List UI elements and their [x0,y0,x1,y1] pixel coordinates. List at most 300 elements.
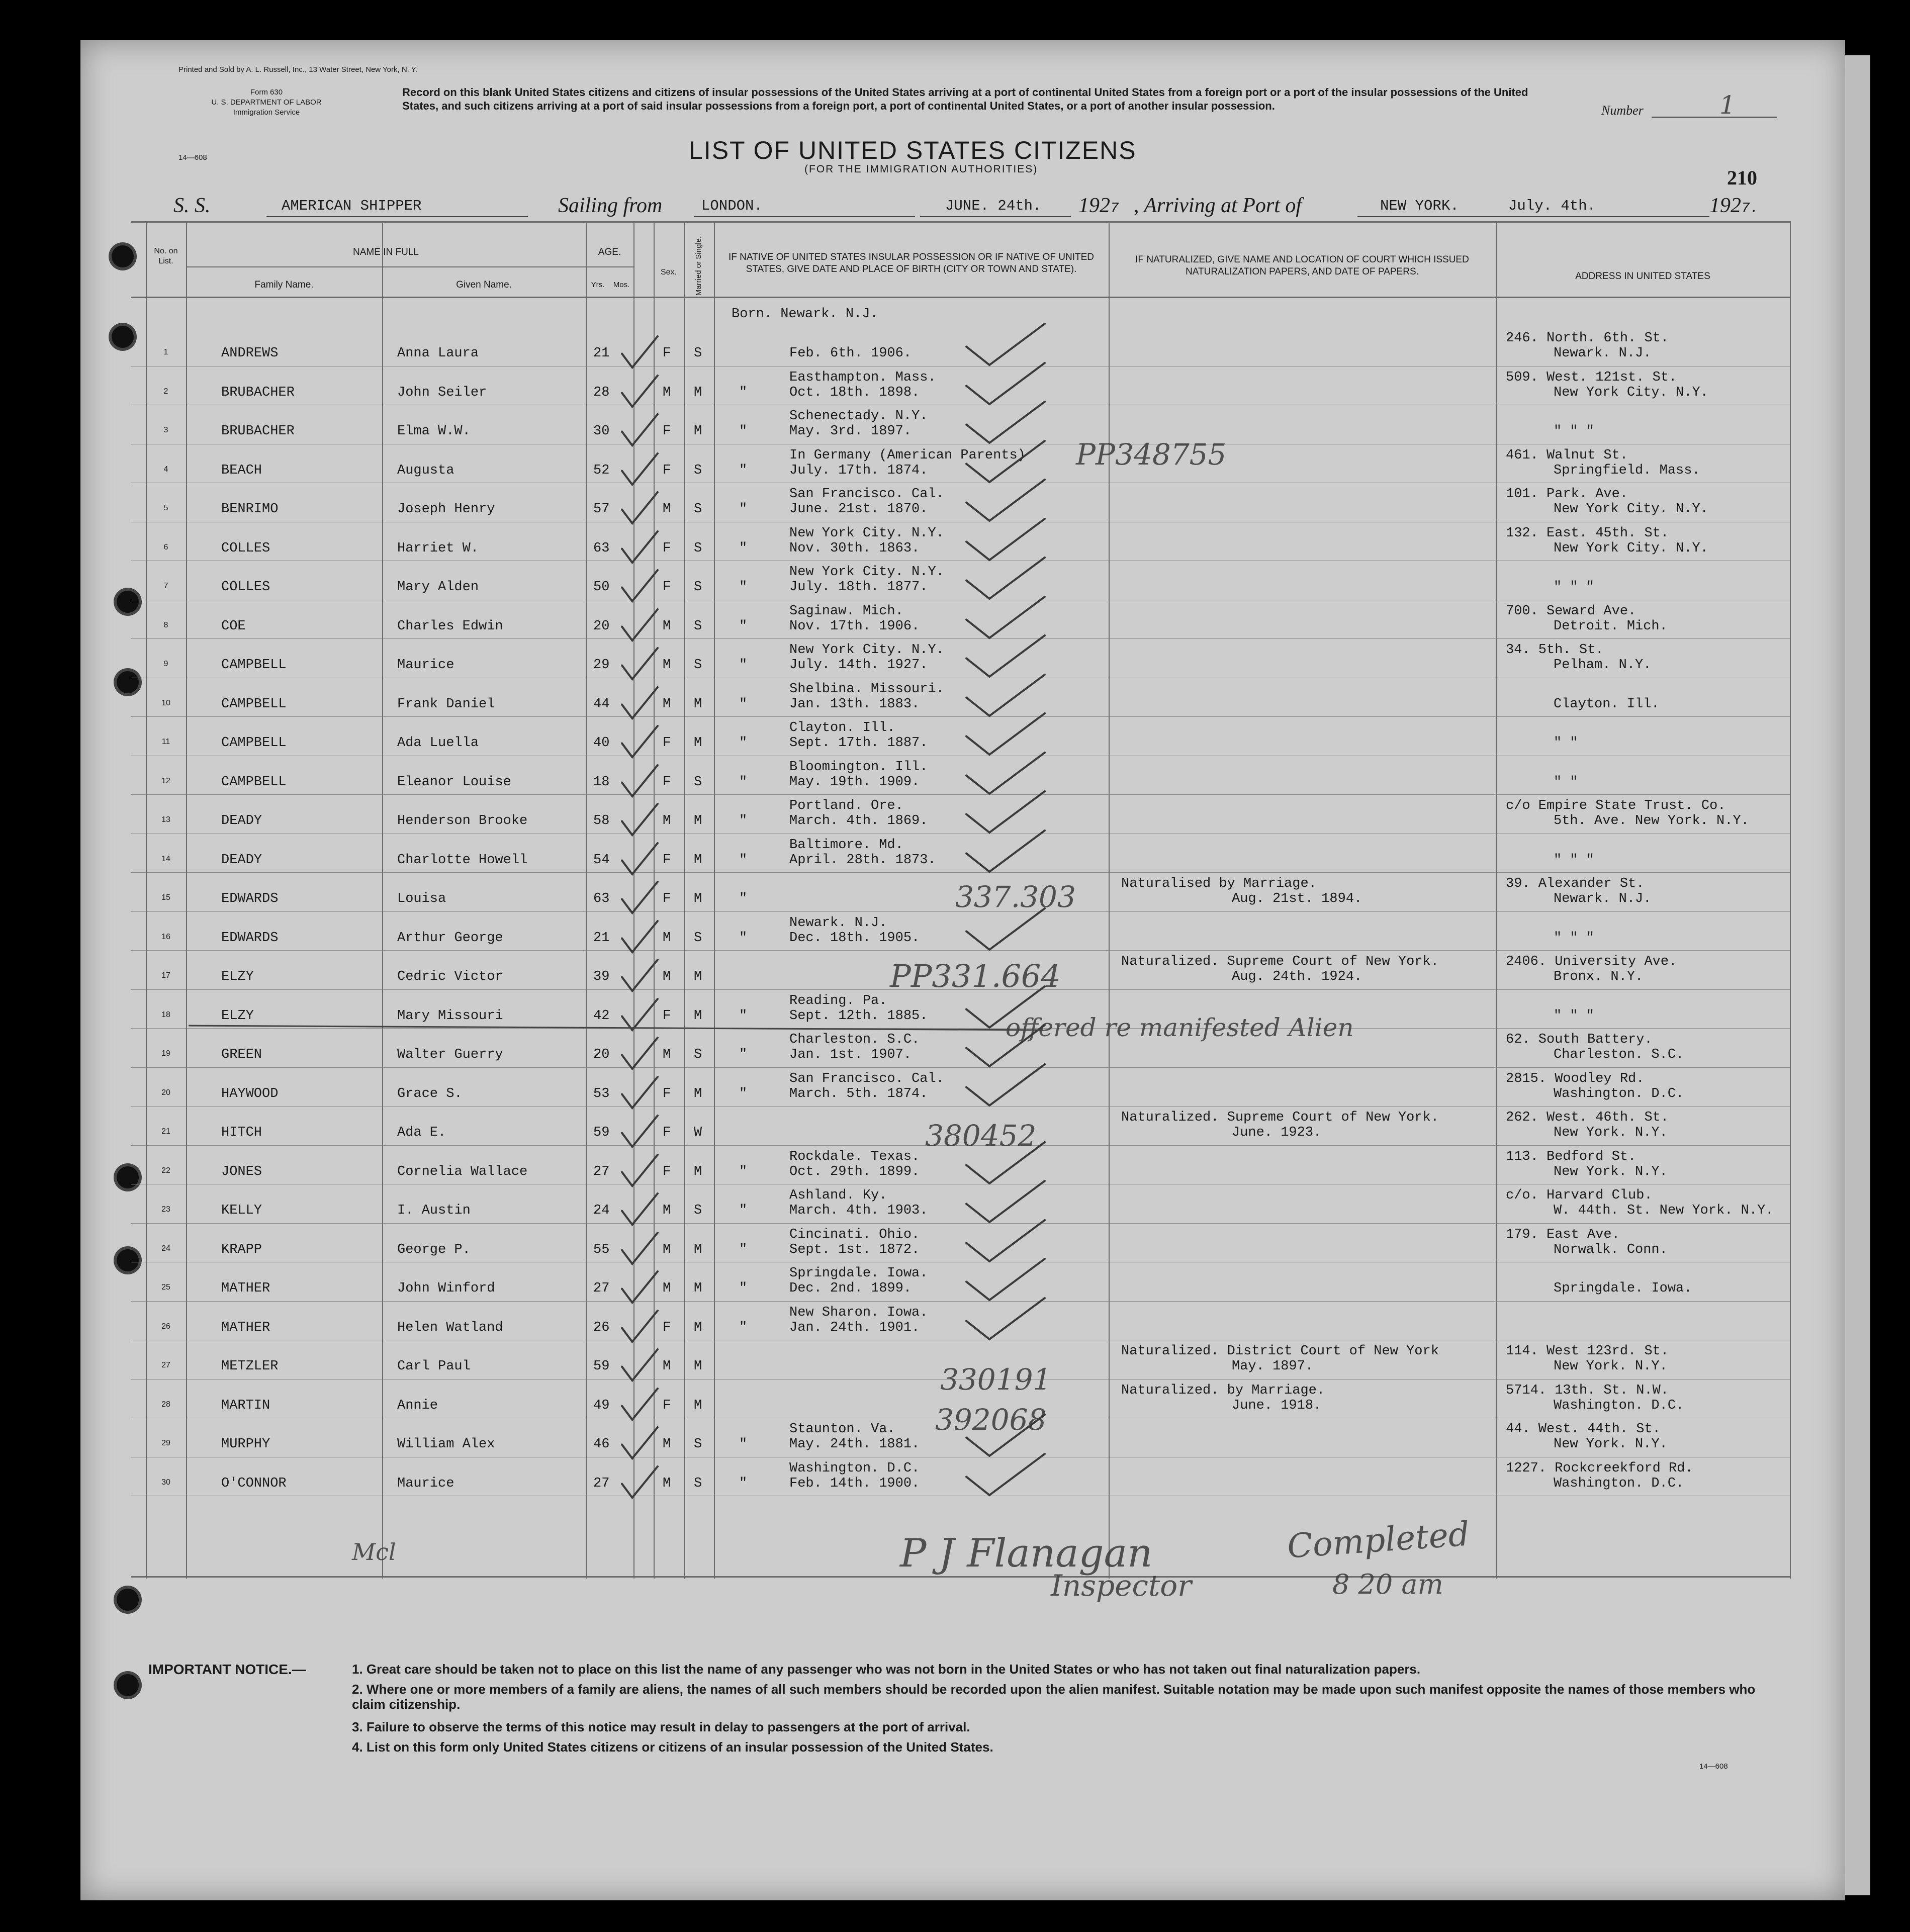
marital-status: M [694,1320,702,1335]
age-years: 52 [593,463,610,478]
form-number: Form 630 [250,88,283,97]
family-name: O'CONNOR [221,1476,287,1491]
family-name: COLLES [221,580,270,595]
row-number: 24 [161,1244,170,1253]
row-number: 6 [163,543,168,551]
birth-date: Nov. 17th. 1906. [789,619,920,634]
birth-place: New York City. N.Y. [789,642,944,658]
birth-place: Rockdale. Texas. [789,1149,920,1164]
given-name: Grace S. [397,1086,463,1101]
given-name: William Alex [397,1437,495,1452]
family-name: CAMPBELL [221,735,287,751]
address-line-2: Pelham. N.Y. [1554,658,1652,673]
given-name: Cornelia Wallace [397,1164,528,1179]
address-line-2: W. 44th. St. New York. N.Y. [1554,1203,1774,1218]
family-name: EDWARDS [221,931,279,946]
check-mark-icon [621,1269,659,1305]
check-mark-icon [965,633,1046,679]
check-mark-icon [621,607,659,642]
row-divider [131,1106,1790,1107]
check-mark-icon [621,646,659,681]
sex: M [663,813,671,829]
family-name: KRAPP [221,1242,262,1257]
address-line-2: " " " [1554,424,1595,439]
birth-place: Springdale. Iowa. [789,1266,928,1281]
family-name: MURPHY [221,1437,270,1452]
arriving-label: , Arriving at Port of [1134,194,1302,217]
ditto-mark: " [739,658,748,673]
address-line-1: 2406. University Ave. [1506,954,1677,969]
address-line-2: Washington. D.C. [1554,1086,1684,1101]
family-name: HITCH [221,1125,262,1140]
birth-place: Reading. Pa. [789,993,887,1008]
sex: F [663,775,671,790]
family-name: JONES [221,1164,262,1179]
birth-date: May. 3rd. 1897. [789,424,912,439]
address-line-1: c/o Empire State Trust. Co. [1506,798,1726,813]
birth-place: Cincinati. Ohio. [789,1227,920,1242]
birth-place: In Germany (American Parents) [789,448,1026,463]
age-years: 50 [593,580,610,595]
sex: F [663,735,671,751]
check-mark-icon [621,1309,659,1344]
birth-date: Oct. 29th. 1899. [789,1164,920,1179]
given-name: Eleanor Louise [397,775,511,790]
given-name: I. Austin [397,1203,471,1218]
inspector-title: Inspector [1051,1569,1192,1603]
port-to-underline [1357,216,1518,217]
family-name: DEADY [221,853,262,868]
form-code: 14—608 [178,153,207,162]
check-mark-icon [965,1179,1046,1224]
birth-date: April. 28th. 1873. [789,853,936,868]
address-line-1: 62. South Battery. [1506,1032,1653,1047]
marital-status: M [694,1281,702,1296]
ditto-mark: " [739,502,748,517]
address-line-2: Springfield. Mass. [1554,463,1700,478]
given-name: Louisa [397,891,446,906]
check-mark-icon [621,919,659,954]
row-number: 18 [161,1010,170,1019]
table-bottom-border [131,1576,1790,1578]
birth-date: Jan. 24th. 1901. [789,1320,920,1335]
row-number: 20 [161,1088,170,1097]
ditto-mark: " [739,580,748,595]
sheet-edge [1845,55,1870,1895]
age-years: 40 [593,735,610,751]
age-sub-line [586,266,633,267]
handwritten-note-row18: offered re manifested Alien [1006,1013,1354,1042]
header-mos: Mos. [613,281,630,289]
birth-place: Staunton. Va. [789,1422,895,1437]
row-number: 21 [161,1127,170,1136]
given-name: Elma W.W. [397,424,471,439]
row-number: 28 [161,1400,170,1409]
row-divider [131,950,1790,951]
given-name: Anna Laura [397,346,479,361]
check-mark-icon [965,829,1046,874]
sex: M [663,1242,671,1257]
sail-date-underline [920,216,1071,217]
check-mark-icon [965,711,1046,757]
marital-status: M [694,1398,702,1413]
ditto-mark: " [739,424,748,439]
punch-hole [117,591,139,613]
col-line [586,221,587,1579]
birth-date: Dec. 18th. 1905. [789,931,920,946]
address-line-2: Charleston. S.C. [1554,1047,1684,1062]
row-number: 11 [161,738,170,746]
age-years: 46 [593,1437,610,1452]
check-mark-icon [621,1114,659,1149]
address-line-2: " " [1554,775,1578,790]
handwritten-passport-5: 330191 [940,1362,1052,1397]
age-years: 27 [593,1476,610,1491]
sex: F [663,1008,671,1024]
address-line-2: New York City. N.Y. [1554,385,1708,400]
birth-date: Sept. 1st. 1872. [789,1242,920,1257]
birth-place: New York City. N.Y. [789,526,944,541]
address-line-2: Detroit. Mich. [1554,619,1668,634]
check-mark-icon [965,478,1046,523]
sex: F [663,1320,671,1335]
check-mark-icon [621,490,659,525]
birth-date: May. 19th. 1909. [789,775,920,790]
given-name: Maurice [397,658,454,673]
age-years: 30 [593,424,610,439]
birth-date: Sept. 12th. 1885. [789,1008,928,1024]
header-family: Family Name. [254,280,314,290]
row-number: 13 [161,815,170,824]
row-number: 1 [163,348,168,356]
header-yrs: Yrs. [591,281,605,289]
age-years: 44 [593,697,610,712]
marital-status: S [694,580,702,595]
given-name: Walter Guerry [397,1047,503,1062]
header-sex: Sex. [660,268,677,277]
address-line-2: New York. N.Y. [1554,1125,1668,1140]
birth-date: Sept. 17th. 1887. [789,735,928,751]
sex: F [663,891,671,906]
check-mark-icon [621,334,659,370]
row-number: 23 [161,1205,170,1214]
marital-status: M [694,853,702,868]
ditto-mark: " [739,891,748,906]
ditto-mark: " [739,1476,748,1491]
address-line-2: Newark. N.J. [1554,346,1652,361]
check-mark-icon [965,1257,1046,1302]
service: Immigration Service [233,108,300,117]
given-name: Carl Paul [397,1359,471,1374]
birth-place: New York City. N.Y. [789,565,944,580]
row-number: 22 [161,1166,170,1175]
check-mark-icon [621,763,659,798]
marital-status: S [694,775,702,790]
address-line-2: New York. N.Y. [1554,1437,1668,1452]
sex: F [663,580,671,595]
age-years: 39 [593,969,610,984]
check-mark-icon [621,1464,659,1500]
check-mark-icon [621,1036,659,1071]
address-line-2: " " " [1554,580,1595,595]
ditto-mark: " [739,1320,748,1335]
address-line-1: 461. Walnut St. [1506,448,1628,463]
age-years: 20 [593,619,610,634]
address-line-2: 5th. Ave. New York. N.Y. [1554,813,1749,829]
address-line-1: 509. West. 121st. St. [1506,370,1677,385]
given-name: Arthur George [397,931,503,946]
address-line-2: Bronx. N.Y. [1554,969,1644,984]
birth-place: Baltimore. Md. [789,838,903,853]
birth-date: Nov. 30th. 1863. [789,541,920,556]
address-line-1: 34. 5th. St. [1506,642,1604,658]
col-line [714,221,715,1579]
given-name: Ada Luella [397,735,479,751]
sex: M [663,1203,671,1218]
row-number: 4 [163,465,168,474]
marital-status: S [694,463,702,478]
naturalization-date: Aug. 24th. 1924. [1232,969,1362,984]
ditto-mark: " [739,1203,748,1218]
family-name: BRUBACHER [221,424,295,439]
arrive-date: July. 4th. [1508,198,1596,214]
family-name: MARTIN [221,1398,270,1413]
marital-status: S [694,541,702,556]
birth-date: July. 18th. 1877. [789,580,928,595]
birth-place: San Francisco. Cal. [789,487,944,502]
row-divider [131,794,1790,795]
check-mark-icon [965,556,1046,601]
age-years: 42 [593,1008,610,1024]
ditto-mark: " [739,619,748,634]
row-number: 5 [163,504,168,512]
punch-hole [117,1249,139,1271]
family-name: ELZY [221,1008,254,1024]
row-number: 25 [161,1283,170,1292]
year-one: 1927 [1078,194,1119,217]
sex: M [663,385,671,400]
address-line-1: 114. West 123rd. St. [1506,1344,1669,1359]
row-number: 8 [163,621,168,629]
birth-date: May. 24th. 1881. [789,1437,920,1452]
col-line [382,221,383,1579]
table-top-border [131,221,1790,223]
address-line-1: 113. Bedford St. [1506,1149,1636,1164]
row-number: 16 [161,933,170,941]
naturalization-date: June. 1918. [1232,1398,1322,1413]
given-name: Joseph Henry [397,502,495,517]
sex: F [663,1125,671,1140]
address-line-1: 1227. Rockcreekford Rd. [1506,1461,1693,1476]
address-line-2: Norwalk. Conn. [1554,1242,1668,1257]
sex: F [663,853,671,868]
age-years: 58 [593,813,610,829]
row-number: 3 [163,426,168,434]
address-line-2: Newark. N.J. [1554,891,1652,906]
marital-status: M [694,891,702,906]
ditto-mark: " [739,1008,748,1024]
given-name: John Seiler [397,385,487,400]
check-mark-icon [965,1062,1046,1108]
ditto-mark: " [739,931,748,946]
address-line-2: New York City. N.Y. [1554,541,1708,556]
handwritten-passport-1: PP348755 [1076,437,1227,472]
address-line-1: 246. North. 6th. St. [1506,331,1669,346]
marital-status: W [694,1125,702,1140]
row-divider [131,1223,1790,1224]
naturalization-date: June. 1923. [1232,1125,1322,1140]
age-years: 57 [593,502,610,517]
address-line-2: " " " [1554,853,1595,868]
address-line-2: Washington. D.C. [1554,1476,1684,1491]
row-number: 15 [161,893,170,902]
birth-place: Easthampton. Mass. [789,370,936,385]
age-years: 59 [593,1359,610,1374]
instructions: Record on this blank United States citizens and citizens of insular possessions of the United States arriving at a port of continental United States from a foreign port or a port of the insular possessions of the United States, and such citizens arriving at a port of said insular possessions from a foreign port, a port of continental United States, or a port of another insular possession. [402,86,1528,112]
ditto-mark: " [739,463,748,478]
born-header: Born. Newark. N.J. [732,307,878,322]
birth-place: Saginaw. Mich. [789,604,903,619]
sex: M [663,658,671,673]
family-name: CAMPBELL [221,697,287,712]
birth-date: Oct. 18th. 1898. [789,385,920,400]
ditto-mark: " [739,1281,748,1296]
age-years: 18 [593,775,610,790]
sex: M [663,1476,671,1491]
given-name: Charles Edwin [397,619,503,634]
ditto-mark: " [739,385,748,400]
family-name: MATHER [221,1320,270,1335]
check-mark-icon [621,1347,659,1383]
age-years: 27 [593,1281,610,1296]
row-number: 29 [161,1439,170,1447]
marital-status: S [694,346,702,361]
row-number: 12 [161,777,170,785]
row-number: 27 [161,1361,170,1369]
given-name: Frank Daniel [397,697,495,712]
header-given: Given Name. [456,280,512,290]
address-line-1: 39. Alexander St. [1506,876,1645,891]
family-name: DEADY [221,813,262,829]
address-line-1: 5714. 13th. St. N.W. [1506,1383,1669,1398]
given-name: Mary Missouri [397,1008,503,1024]
given-name: George P. [397,1242,471,1257]
marital-status: M [694,969,702,984]
row-divider [131,872,1790,873]
port-to: NEW YORK. [1380,198,1459,214]
age-years: 54 [593,853,610,868]
address-line-2: New York. N.Y. [1554,1359,1668,1374]
ditto-mark: " [739,735,748,751]
ditto-mark: " [739,1164,748,1179]
check-mark-icon [621,1191,659,1227]
address-line-1: 132. East. 45th. St. [1506,526,1669,541]
handwritten-passport-2: 337.303 [955,880,1076,914]
col-line [684,221,685,1579]
punch-hole [112,326,134,348]
address-line-2: Springdale. Iowa. [1554,1281,1692,1296]
check-mark-icon [621,685,659,720]
row-number: 7 [163,582,168,590]
marital-status: S [694,658,702,673]
year-two: 1927. [1709,194,1759,217]
family-name: BRUBACHER [221,385,295,400]
col-line [1109,221,1110,1579]
address-line-2: Washington. D.C. [1554,1398,1684,1413]
naturalization-court: Naturalized. Supreme Court of New York. [1121,954,1439,969]
row-number: 14 [161,855,170,863]
birth-date: March. 5th. 1874. [789,1086,928,1101]
header-birth: IF NATIVE OF UNITED STATES INSULAR POSSESSION OR IF NATIVE OF UNITED STATES, GIVE DATE AND PLACE OF BIRTH (CITY OR TOWN AND STATE). [728,252,1094,274]
sex: F [663,346,671,361]
ditto-mark: " [739,541,748,556]
given-name: Cedric Victor [397,969,503,984]
birth-date: Feb. 6th. 1906. [789,346,912,361]
sail-date: JUNE. 24th. [945,198,1042,214]
sex: M [663,1359,671,1374]
check-mark-icon [621,374,659,409]
family-name: METZLER [221,1359,279,1374]
age-years: 24 [593,1203,610,1218]
inspector-signature: P J Flanagan [900,1531,1153,1576]
handwritten-passport-3: PP331.664 [890,958,1061,994]
age-years: 63 [593,891,610,906]
notice-item-2: 2. Where one or more members of a family are aliens, the names of all such members should be recorded upon the alien manifest. Suitable notation may be made upon such manifest opposite the names of those members who claim citizenship. [352,1682,1756,1712]
family-name: GREEN [221,1047,262,1062]
page-number: 210 [1727,166,1757,189]
table-header-border [131,297,1790,298]
birth-date: March. 4th. 1903. [789,1203,928,1218]
check-mark-icon [621,1153,659,1188]
punch-hole [117,671,139,693]
sex: F [663,424,671,439]
header-address: ADDRESS IN UNITED STATES [1575,271,1710,282]
age-years: 21 [593,346,610,361]
sex: M [663,1047,671,1062]
col-line [146,221,147,1579]
sex: M [663,1437,671,1452]
marital-status: M [694,1086,702,1101]
given-name: Maurice [397,1476,454,1491]
naturalization-court: Naturalised by Marriage. [1121,876,1317,891]
sex: M [663,619,671,634]
birth-place: New Sharon. Iowa. [789,1305,928,1320]
family-name: KELLY [221,1203,262,1218]
birth-place: Ashland. Ky. [789,1188,887,1203]
sex: M [663,969,671,984]
col-line [1496,221,1497,1579]
ship-name: AMERICAN SHIPPER [282,198,422,214]
sex: F [663,1398,671,1413]
birth-place: Clayton. Ill. [789,720,895,735]
punch-hole [112,245,134,267]
check-mark-icon [621,841,659,876]
address-line-2: Clayton. Ill. [1554,697,1660,712]
sex: M [663,697,671,712]
birth-date: Jan. 1st. 1907. [789,1047,912,1062]
sex: F [663,1086,671,1101]
naturalization-date: Aug. 21st. 1894. [1232,891,1362,906]
punch-hole [117,1589,139,1611]
naturalization-date: May. 1897. [1232,1359,1314,1374]
family-name: ANDREWS [221,346,279,361]
address-line-1: 700. Seward Ave. [1506,604,1636,619]
family-name: COLLES [221,541,270,556]
row-number: 19 [161,1049,170,1058]
row-divider [131,638,1790,639]
naturalization-court: Naturalized. by Marriage. [1121,1383,1325,1398]
age-years: 20 [593,1047,610,1062]
